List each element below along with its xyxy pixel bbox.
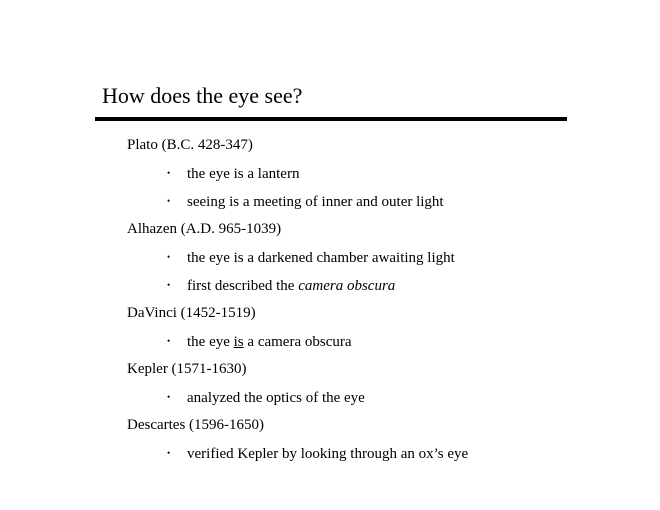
section-heading-kepler: Kepler (1571-1630) (127, 361, 247, 377)
underlined-text: is (233, 334, 244, 350)
section-heading-davinci: DaVinci (1452-1519) (127, 305, 256, 321)
bullet-text: the eye is a lantern (187, 166, 300, 182)
bullet-text: seeing is a meeting of inner and outer light (187, 194, 444, 210)
bullet-item (167, 444, 468, 463)
bullet-text: analyzed the optics of the eye (187, 390, 365, 406)
title-divider (95, 117, 567, 121)
bullet-icon: • (167, 448, 171, 458)
bullet-item (167, 192, 444, 211)
bullet-text: the eye is a darkened chamber awaiting light (187, 250, 455, 266)
bullet-icon: • (167, 168, 171, 178)
section-heading-descartes: Descartes (1596-1650) (127, 417, 265, 433)
bullet-icon: • (167, 252, 171, 262)
bullet-text: verified Kepler by looking through an ox’s eye (187, 446, 469, 462)
slide-title: How does the eye see? (102, 83, 303, 108)
bullet-item (167, 164, 299, 183)
bullet-text: first described the (187, 278, 299, 294)
bullet-item (167, 248, 455, 267)
bullet-item (167, 332, 352, 351)
bullet-icon: • (167, 280, 171, 290)
bullet-item (167, 388, 365, 407)
bullet-icon: • (167, 392, 171, 402)
bullet-text: the eye (187, 334, 234, 350)
section-heading-alhazen: Alhazen (A.D. 965-1039) (127, 221, 282, 237)
bullet-icon: • (167, 336, 171, 346)
section-heading-plato: Plato (B.C. 428-347) (127, 137, 253, 153)
emphasis-text: camera obscura (298, 278, 396, 294)
bullet-icon: • (167, 196, 171, 206)
bullet-item (167, 276, 395, 295)
bullet-text: a camera obscura (243, 334, 352, 350)
